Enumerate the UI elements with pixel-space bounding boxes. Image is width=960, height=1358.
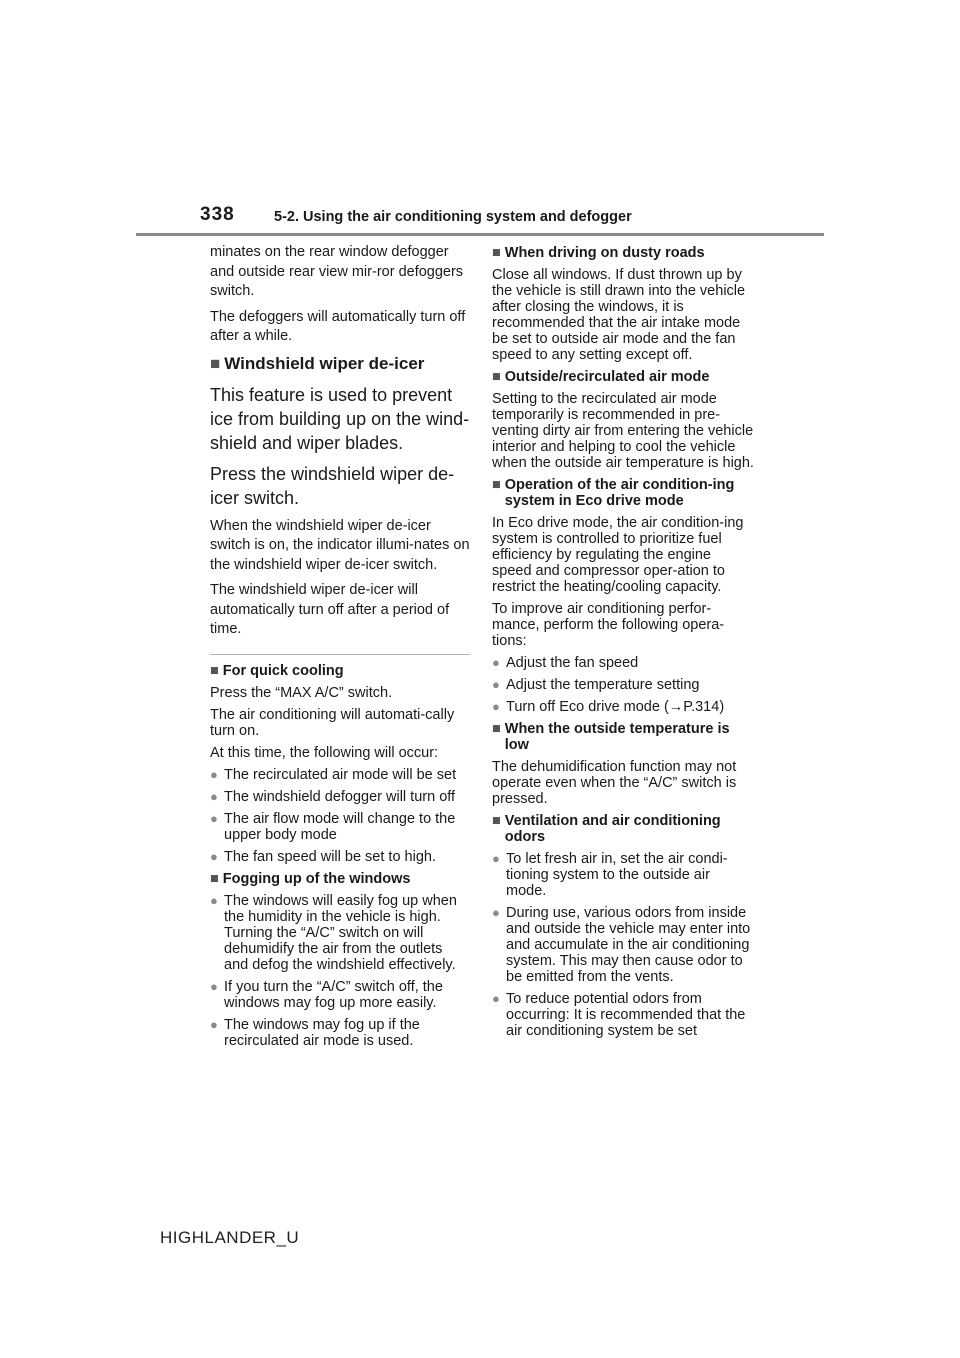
heading-eco-drive-mode bbox=[492, 477, 754, 509]
paragraph: Press the windshield wiper de-icer switch. bbox=[210, 463, 455, 508]
circle-bullet-icon: ● bbox=[210, 766, 218, 782]
circle-bullet-icon: ● bbox=[492, 655, 500, 670]
page-header bbox=[200, 204, 824, 234]
heading-ventilation-odors bbox=[492, 813, 754, 845]
paragraph: The air conditioning will automati-cally turn on. bbox=[210, 706, 455, 739]
circle-bullet-icon: ● bbox=[492, 677, 500, 692]
heading-text: Ventilation and air conditioning odors bbox=[504, 813, 721, 845]
list-item: ● The air flow mode will change to the upper body mode bbox=[210, 810, 456, 843]
paragraph: Setting to the recirculated air mode temporarily is recommended in pre-venting dirty air from entering the vehicle interior and helping to cool the vehicle when the outside air temperature is high. bbox=[492, 391, 754, 471]
paragraph: Press the “MAX A/C” switch. bbox=[210, 684, 393, 701]
list-item: ● During use, various odors from inside and outside the vehicle may enter into and accumulate in the air conditioning system. This may then cause odor to be emitted from the vents. bbox=[492, 905, 751, 985]
list-item: ● The recirculated air mode will be set bbox=[210, 766, 457, 783]
paragraph: The windshield wiper de-icer will automatically turn off after a period of time. bbox=[210, 582, 450, 637]
paragraph: The defoggers will automatically turn off after a while. bbox=[210, 308, 466, 344]
circle-bullet-icon: ● bbox=[210, 788, 218, 804]
heading-text: Operation of the air condition-ing system in Eco drive mode bbox=[504, 477, 735, 509]
left-column bbox=[210, 243, 470, 1055]
circle-bullet-icon: ● bbox=[210, 810, 218, 826]
square-bullet-icon: ■ bbox=[210, 662, 219, 679]
list-item: ● The windshield defogger will turn off bbox=[210, 788, 456, 805]
page-reference-link[interactable]: Turn off Eco drive mode (→P.314) bbox=[506, 699, 725, 715]
paragraph: When the windshield wiper de-icer switch is on, the indicator illumi-nates on the windshield wiper de-icer switch. bbox=[210, 517, 470, 573]
paragraph: At this time, the following will occur: bbox=[210, 744, 439, 761]
list-item: ● If you turn the “A/C” switch off, the windows may fog up more easily. bbox=[210, 978, 443, 1011]
paragraph: Close all windows. If dust thrown up by the vehicle is still drawn into the vehicle after closing the windows, it is recommended that the air intake mode be set to outside air mode and the fan speed to any setting except off. bbox=[492, 267, 746, 363]
heading-text: For quick cooling bbox=[222, 662, 344, 679]
heading-text: When the outside temperature is low bbox=[504, 721, 730, 753]
circle-bullet-icon: ● bbox=[210, 1016, 218, 1032]
footer-model-label: HIGHLANDER_U bbox=[160, 1228, 300, 1247]
heading-outside-recirculated bbox=[492, 369, 754, 385]
heading-outside-temperature-low bbox=[492, 721, 754, 753]
list-item: ● To reduce potential odors from occurring: It is recommended that the air conditioning system be set bbox=[492, 991, 746, 1039]
list-item: ● Adjust the fan speed bbox=[492, 655, 639, 671]
page-number: 338 bbox=[200, 204, 235, 225]
right-column bbox=[492, 243, 754, 1045]
section-divider bbox=[210, 654, 470, 655]
section-title: 5-2. Using the air conditioning system and defogger bbox=[274, 209, 632, 225]
list-item: ● The windows may fog up if the recirculated air mode is used. bbox=[210, 1016, 420, 1049]
paragraph: In Eco drive mode, the air condition-ing system is controlled to prioritize fuel efficiency by regulating the engine speed and compressor oper-ation to restrict the heating/cooling capacity. bbox=[492, 515, 744, 595]
heading-windshield-wiper-de-icer bbox=[210, 353, 470, 375]
square-bullet-icon: ■ bbox=[210, 353, 221, 373]
square-bullet-icon: ■ bbox=[492, 369, 501, 385]
circle-bullet-icon: ● bbox=[492, 991, 500, 1006]
list-item: ● Adjust the temperature setting bbox=[492, 677, 700, 693]
heading-quick-cooling bbox=[210, 663, 470, 679]
paragraph: This feature is used to prevent ice from building up on the wind-shield and wiper blades. bbox=[210, 384, 470, 453]
circle-bullet-icon: ● bbox=[492, 905, 500, 920]
paragraph: The dehumidification function may not operate even when the “A/C” switch is pressed. bbox=[492, 759, 737, 807]
square-bullet-icon: ■ bbox=[210, 870, 219, 887]
list-item: ● To let fresh air in, set the air condi-tioning system to the outside air mode. bbox=[492, 851, 728, 899]
circle-bullet-icon: ● bbox=[210, 978, 218, 994]
header-rule bbox=[136, 233, 824, 236]
paragraph: To improve air conditioning perfor-mance, perform the following opera-tions: bbox=[492, 601, 725, 649]
list-item: ● The fan speed will be set to high. bbox=[210, 848, 436, 865]
heading-dusty-roads bbox=[492, 245, 754, 261]
circle-bullet-icon: ● bbox=[210, 848, 218, 864]
square-bullet-icon: ■ bbox=[492, 245, 501, 261]
heading-text: Fogging up of the windows bbox=[222, 870, 411, 887]
heading-text: Windshield wiper de-icer bbox=[224, 353, 425, 373]
heading-fogging-windows bbox=[210, 871, 470, 887]
list-item bbox=[492, 699, 754, 715]
circle-bullet-icon: ● bbox=[492, 851, 500, 866]
list-item: ● The windows will easily fog up when the humidity in the vehicle is high. Turning the “A/C” switch on will dehumidify the air from the outlets and defog the windshield effectively. bbox=[210, 892, 457, 973]
square-bullet-icon: ■ bbox=[492, 813, 501, 829]
circle-bullet-icon: ● bbox=[492, 699, 500, 714]
square-bullet-icon: ■ bbox=[492, 721, 501, 737]
paragraph: minates on the rear window defogger and outside rear view mir-ror defoggers switch. bbox=[210, 244, 464, 299]
circle-bullet-icon: ● bbox=[210, 892, 218, 908]
square-bullet-icon: ■ bbox=[492, 477, 501, 493]
heading-text: Outside/recirculated air mode bbox=[504, 369, 710, 385]
heading-text: When driving on dusty roads bbox=[504, 245, 705, 261]
